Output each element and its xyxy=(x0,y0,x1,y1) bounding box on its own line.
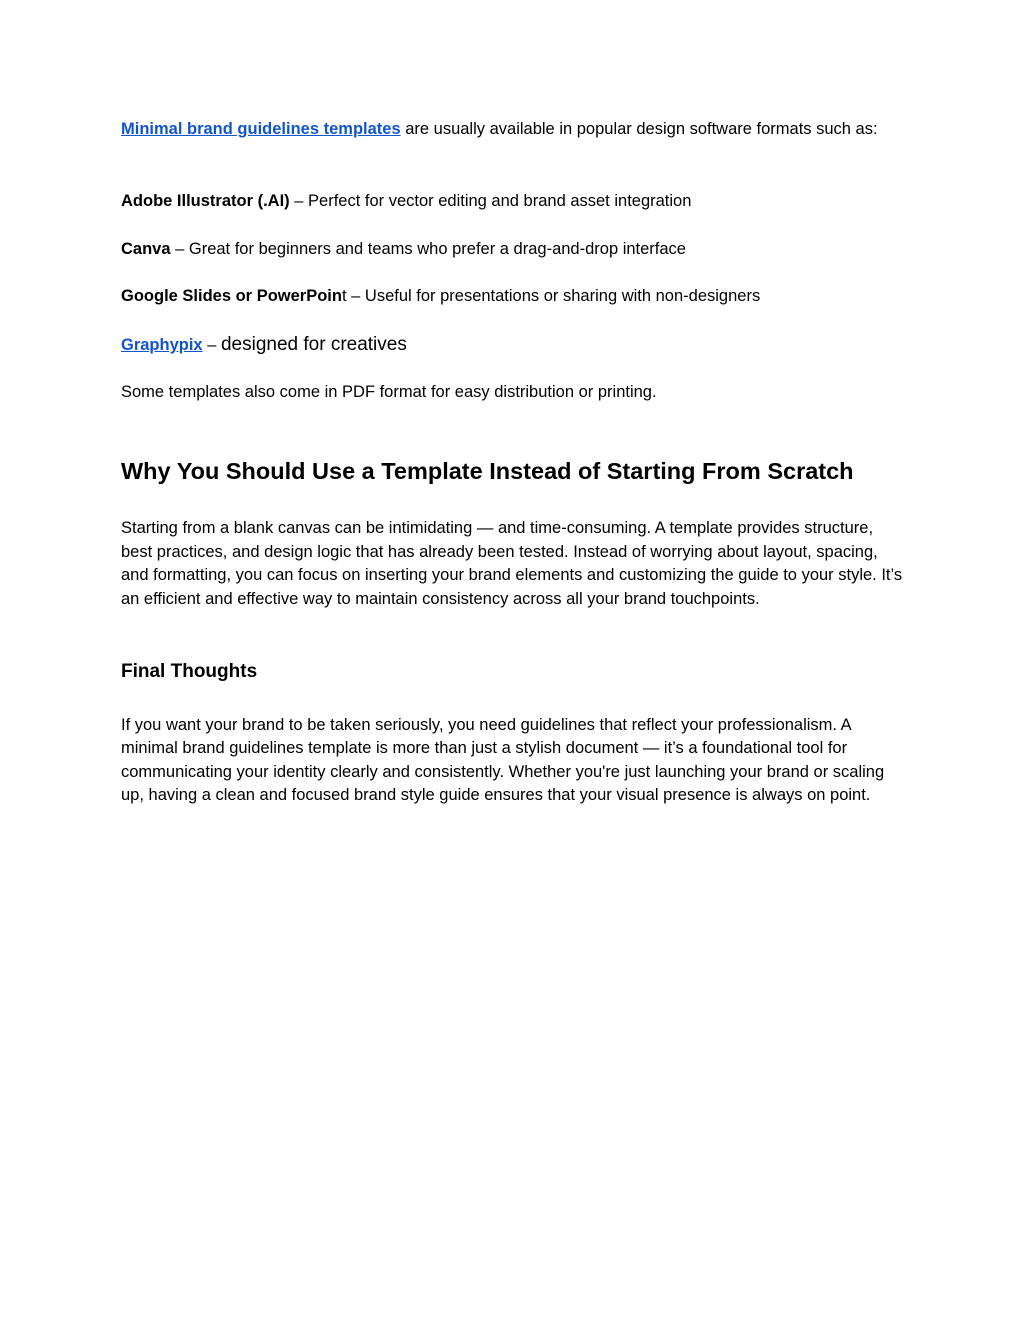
final-thoughts-paragraph: If you want your brand to be taken seriously, you need guidelines that reflect your professionalism. A minimal brand guidelines template is more than just a stylish document — it’s a foundational tool for communicating your identity clearly and consistently. Whether you're just launching your brand or scaling up, having a clean and focused brand style guide ensures that your visual presence is always on point. xyxy=(121,716,885,805)
format-item-canva xyxy=(121,238,906,261)
format-desc: – Perfect for vector editing and brand asset integration xyxy=(289,192,692,211)
why-paragraph: Starting from a blank canvas can be intimidating — and time-consuming. A template provides structure, best practices, and design logic that has already been tested. Instead of worrying about layout, spacing, and formatting, you can focus on inserting your brand elements and customizing the guide to your style. It’s an efficient and effective way to maintain consistency across all your brand touchpoints. xyxy=(121,519,903,608)
intro-text: are usually available in popular design software formats such as: xyxy=(400,120,878,138)
graphypix-link[interactable]: Graphypix xyxy=(121,335,203,354)
format-name-rest: t xyxy=(341,287,347,306)
graphypix-desc: designed for creatives xyxy=(220,333,407,355)
format-desc: – Great for beginners and teams who prefer a drag-and-drop interface xyxy=(170,239,686,258)
format-item-adobe-illustrator xyxy=(121,190,906,213)
graphypix-separator: – xyxy=(202,335,221,354)
final-thoughts-heading: Final Thoughts xyxy=(121,661,258,683)
format-item-google-slides xyxy=(121,285,906,308)
intro-paragraph xyxy=(121,118,906,141)
format-name: Adobe Illustrator (.AI) xyxy=(121,192,290,211)
pdf-note: Some templates also come in PDF format for easy distribution or printing. xyxy=(121,383,657,402)
document-page xyxy=(121,118,906,808)
format-item-graphypix xyxy=(121,333,906,357)
why-heading: Why You Should Use a Template Instead of Starting From Scratch xyxy=(121,458,854,485)
format-desc: – Useful for presentations or sharing with non-designers xyxy=(346,287,761,306)
format-name: Google Slides or PowerPoin xyxy=(121,287,342,306)
minimal-brand-guidelines-link[interactable]: Minimal brand guidelines templates xyxy=(121,120,401,138)
format-name: Canva xyxy=(121,239,171,258)
